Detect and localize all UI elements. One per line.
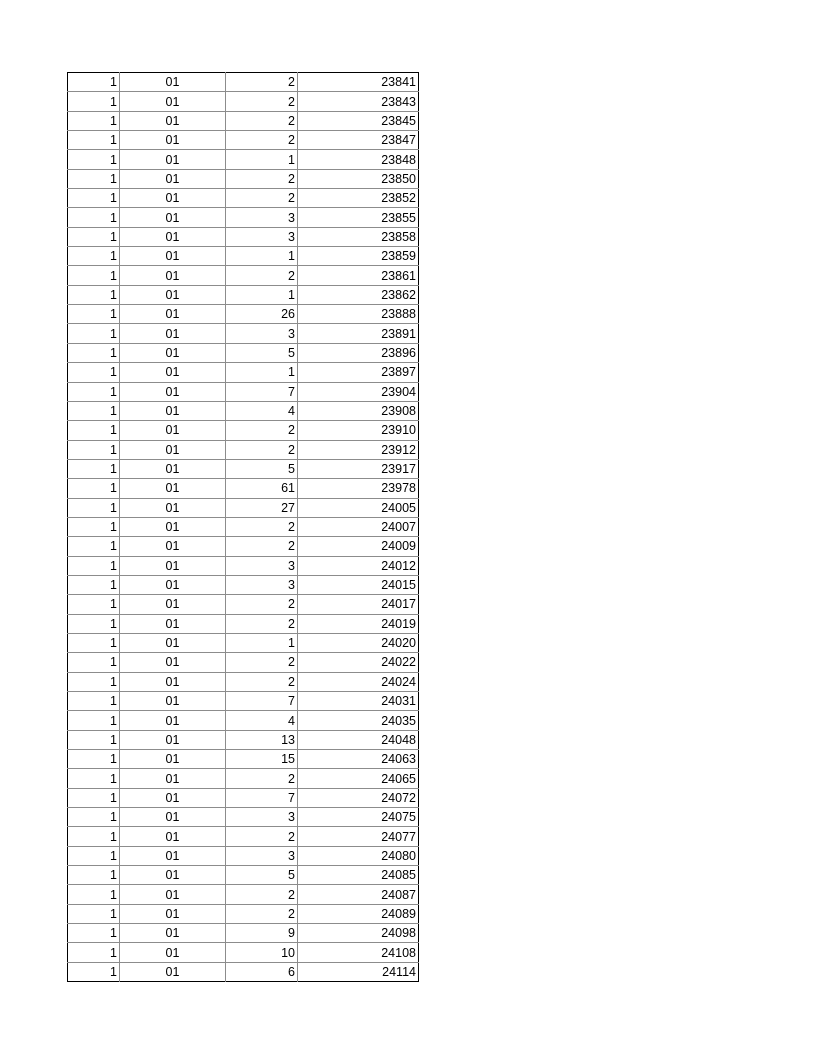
col-b-cell: 01 [120,343,226,362]
col-c-cell: 2 [226,169,298,188]
col-b-cell: 01 [120,382,226,401]
table-row [68,92,419,111]
col-c-cell: 13 [226,730,298,749]
col-a-cell: 1 [68,227,120,246]
table-row [68,150,419,169]
col-b-cell: 01 [120,962,226,981]
col-a-cell: 1 [68,208,120,227]
table-row [68,904,419,923]
col-b-cell: 01 [120,189,226,208]
col-d-cell: 24035 [298,711,419,730]
col-c-cell: 4 [226,711,298,730]
col-b-cell: 01 [120,208,226,227]
col-d-cell: 23848 [298,150,419,169]
col-c-cell: 2 [226,189,298,208]
table-row [68,382,419,401]
col-a-cell: 1 [68,343,120,362]
table-row [68,459,419,478]
col-c-cell: 2 [226,440,298,459]
col-c-cell: 1 [226,363,298,382]
table-row [68,750,419,769]
col-d-cell: 23896 [298,343,419,362]
table-row [68,131,419,150]
table-row [68,517,419,536]
col-a-cell: 1 [68,479,120,498]
col-c-cell: 3 [226,208,298,227]
col-c-cell: 1 [226,247,298,266]
col-b-cell: 01 [120,305,226,324]
col-d-cell: 24085 [298,866,419,885]
col-d-cell: 23861 [298,266,419,285]
col-a-cell: 1 [68,614,120,633]
table-row [68,285,419,304]
col-c-cell: 10 [226,943,298,962]
col-a-cell: 1 [68,401,120,420]
col-d-cell: 24022 [298,653,419,672]
col-b-cell: 01 [120,730,226,749]
table-row [68,73,419,92]
col-b-cell: 01 [120,556,226,575]
col-d-cell: 23897 [298,363,419,382]
table-row [68,769,419,788]
col-c-cell: 4 [226,401,298,420]
col-c-cell: 2 [226,672,298,691]
col-a-cell: 1 [68,556,120,575]
col-b-cell: 01 [120,750,226,769]
col-a-cell: 1 [68,305,120,324]
table-row [68,633,419,652]
col-b-cell: 01 [120,769,226,788]
col-a-cell: 1 [68,711,120,730]
col-c-cell: 3 [226,575,298,594]
col-a-cell: 1 [68,672,120,691]
col-c-cell: 9 [226,924,298,943]
col-c-cell: 3 [226,556,298,575]
col-b-cell: 01 [120,614,226,633]
col-d-cell: 24048 [298,730,419,749]
data-table [67,72,419,982]
col-a-cell: 1 [68,846,120,865]
col-c-cell: 3 [226,227,298,246]
col-a-cell: 1 [68,750,120,769]
col-d-cell: 23978 [298,479,419,498]
col-b-cell: 01 [120,498,226,517]
table-row [68,730,419,749]
col-c-cell: 7 [226,788,298,807]
col-b-cell: 01 [120,266,226,285]
col-d-cell: 24072 [298,788,419,807]
col-b-cell: 01 [120,92,226,111]
table-row [68,421,419,440]
table-row [68,363,419,382]
table-row [68,575,419,594]
col-c-cell: 3 [226,324,298,343]
col-b-cell: 01 [120,131,226,150]
col-b-cell: 01 [120,537,226,556]
col-c-cell: 2 [226,421,298,440]
table-row [68,247,419,266]
col-c-cell: 61 [226,479,298,498]
col-b-cell: 01 [120,73,226,92]
col-a-cell: 1 [68,866,120,885]
col-b-cell: 01 [120,788,226,807]
col-b-cell: 01 [120,440,226,459]
col-b-cell: 01 [120,885,226,904]
col-d-cell: 23847 [298,131,419,150]
table-row [68,614,419,633]
table-row [68,227,419,246]
col-c-cell: 2 [226,885,298,904]
col-a-cell: 1 [68,769,120,788]
col-d-cell: 24007 [298,517,419,536]
col-d-cell: 23845 [298,111,419,130]
col-c-cell: 5 [226,866,298,885]
col-a-cell: 1 [68,131,120,150]
col-d-cell: 23850 [298,169,419,188]
col-d-cell: 23843 [298,92,419,111]
col-b-cell: 01 [120,672,226,691]
table-row [68,324,419,343]
col-a-cell: 1 [68,692,120,711]
col-c-cell: 1 [226,150,298,169]
col-a-cell: 1 [68,633,120,652]
col-b-cell: 01 [120,285,226,304]
col-d-cell: 24019 [298,614,419,633]
col-c-cell: 7 [226,382,298,401]
col-a-cell: 1 [68,498,120,517]
col-c-cell: 6 [226,962,298,981]
col-d-cell: 23912 [298,440,419,459]
col-b-cell: 01 [120,595,226,614]
col-a-cell: 1 [68,827,120,846]
col-d-cell: 24077 [298,827,419,846]
col-d-cell: 24024 [298,672,419,691]
col-d-cell: 24005 [298,498,419,517]
table-row [68,827,419,846]
col-a-cell: 1 [68,575,120,594]
col-c-cell: 2 [226,769,298,788]
col-a-cell: 1 [68,537,120,556]
col-d-cell: 23910 [298,421,419,440]
table-row [68,885,419,904]
col-d-cell: 24020 [298,633,419,652]
col-d-cell: 23904 [298,382,419,401]
col-d-cell: 23908 [298,401,419,420]
col-c-cell: 2 [226,904,298,923]
table-row [68,556,419,575]
col-c-cell: 2 [226,111,298,130]
col-b-cell: 01 [120,150,226,169]
col-a-cell: 1 [110,75,117,90]
col-a-cell: 1 [68,943,120,962]
col-d-cell: 23888 [298,305,419,324]
col-d-cell: 24089 [298,904,419,923]
col-c-cell: 15 [226,750,298,769]
table-row [68,498,419,517]
col-b-cell: 01 [120,459,226,478]
col-c-cell: 1 [226,285,298,304]
col-a-cell: 1 [68,382,120,401]
col-b-cell: 01 [120,692,226,711]
col-b-cell: 01 [120,633,226,652]
col-a-cell: 1 [68,517,120,536]
col-a-cell: 1 [68,111,120,130]
col-a-cell: 1 [68,324,120,343]
table-row [68,962,419,981]
col-a-cell: 1 [68,808,120,827]
table-row [68,305,419,324]
col-d-cell: 24017 [298,595,419,614]
table-row [68,401,419,420]
col-a-cell: 1 [68,266,120,285]
col-a-cell: 1 [68,924,120,943]
col-a-cell: 1 [68,421,120,440]
col-a-cell: 1 [68,653,120,672]
table-row [68,208,419,227]
col-c-cell: 5 [226,343,298,362]
col-b-cell: 01 [120,479,226,498]
table-row [68,692,419,711]
table-row [68,169,419,188]
spreadsheet-page [67,72,419,982]
col-a-cell: 1 [68,962,120,981]
col-d-cell: 24031 [298,692,419,711]
col-d-cell: 23855 [298,208,419,227]
col-d-cell: 23862 [298,285,419,304]
col-c-cell: 2 [226,131,298,150]
col-b-cell: 01 [120,363,226,382]
table-row [68,808,419,827]
table-row [68,846,419,865]
col-d-cell: 23891 [298,324,419,343]
col-a-cell: 1 [68,730,120,749]
col-a-cell: 1 [68,363,120,382]
table-row [68,924,419,943]
col-d-cell: 24015 [298,575,419,594]
col-c-cell: 2 [226,614,298,633]
col-d-cell: 23852 [298,189,419,208]
col-c-cell: 3 [226,846,298,865]
col-c-cell: 26 [226,305,298,324]
col-b-cell: 01 [120,711,226,730]
col-d-cell: 24087 [298,885,419,904]
col-b-cell: 01 [120,111,226,130]
col-a-cell: 1 [68,169,120,188]
table-row [68,711,419,730]
col-a-cell: 1 [68,595,120,614]
col-d-cell: 24009 [298,537,419,556]
col-b-cell: 01 [120,653,226,672]
col-b-cell: 01 [120,401,226,420]
col-d-cell: 23859 [298,247,419,266]
col-d-cell: 24012 [298,556,419,575]
col-d-cell: 23917 [298,459,419,478]
col-c-cell: 2 [226,827,298,846]
col-a-cell: 1 [68,150,120,169]
col-a-cell: 1 [68,788,120,807]
col-b-cell: 01 [120,924,226,943]
col-c-cell: 2 [226,595,298,614]
col-d-cell: 24063 [298,750,419,769]
table-row [68,788,419,807]
col-d-cell: 24065 [298,769,419,788]
col-b-cell: 01 [120,421,226,440]
col-b-cell: 01 [120,247,226,266]
col-a-cell: 1 [68,440,120,459]
col-d-cell: 24080 [298,846,419,865]
col-c-cell: 2 [226,73,298,92]
table-row [68,866,419,885]
col-b-cell: 01 [120,808,226,827]
table-row [68,672,419,691]
col-b-cell: 01 [120,575,226,594]
col-a-cell: 1 [68,92,120,111]
col-d-cell: 23841 [298,73,419,92]
col-d-cell: 24098 [298,924,419,943]
col-c-cell: 3 [226,808,298,827]
table-row [68,111,419,130]
table-row [68,440,419,459]
col-c-cell: 2 [226,537,298,556]
table-row [68,537,419,556]
table-row [68,266,419,285]
col-b-cell: 01 [120,169,226,188]
col-b-cell: 01 [120,227,226,246]
col-b-cell: 01 [120,324,226,343]
col-b-cell: 01 [120,517,226,536]
col-d-cell: 24075 [298,808,419,827]
col-d-cell: 24114 [298,962,419,981]
table-row [68,595,419,614]
col-c-cell: 2 [226,266,298,285]
col-c-cell: 2 [226,653,298,672]
table-row [68,943,419,962]
col-d-cell: 23858 [298,227,419,246]
table-row [68,479,419,498]
col-c-cell: 1 [226,633,298,652]
table-row [68,189,419,208]
data-table-body [68,73,419,982]
col-a-cell: 1 [68,189,120,208]
col-c-cell: 5 [226,459,298,478]
col-c-cell: 7 [226,692,298,711]
table-row [68,653,419,672]
col-d-cell: 24108 [298,943,419,962]
col-b-cell: 01 [120,846,226,865]
col-a-cell: 1 [68,885,120,904]
col-a-cell: 1 [68,247,120,266]
col-b-cell: 01 [120,827,226,846]
table-row [68,343,419,362]
col-a-cell: 1 [68,285,120,304]
col-c-cell: 2 [226,517,298,536]
col-b-cell: 01 [120,866,226,885]
col-b-cell: 01 [120,904,226,923]
col-a-cell: 1 [68,459,120,478]
col-b-cell: 01 [120,943,226,962]
col-a-cell: 1 [68,904,120,923]
col-c-cell: 2 [226,92,298,111]
col-c-cell: 27 [226,498,298,517]
